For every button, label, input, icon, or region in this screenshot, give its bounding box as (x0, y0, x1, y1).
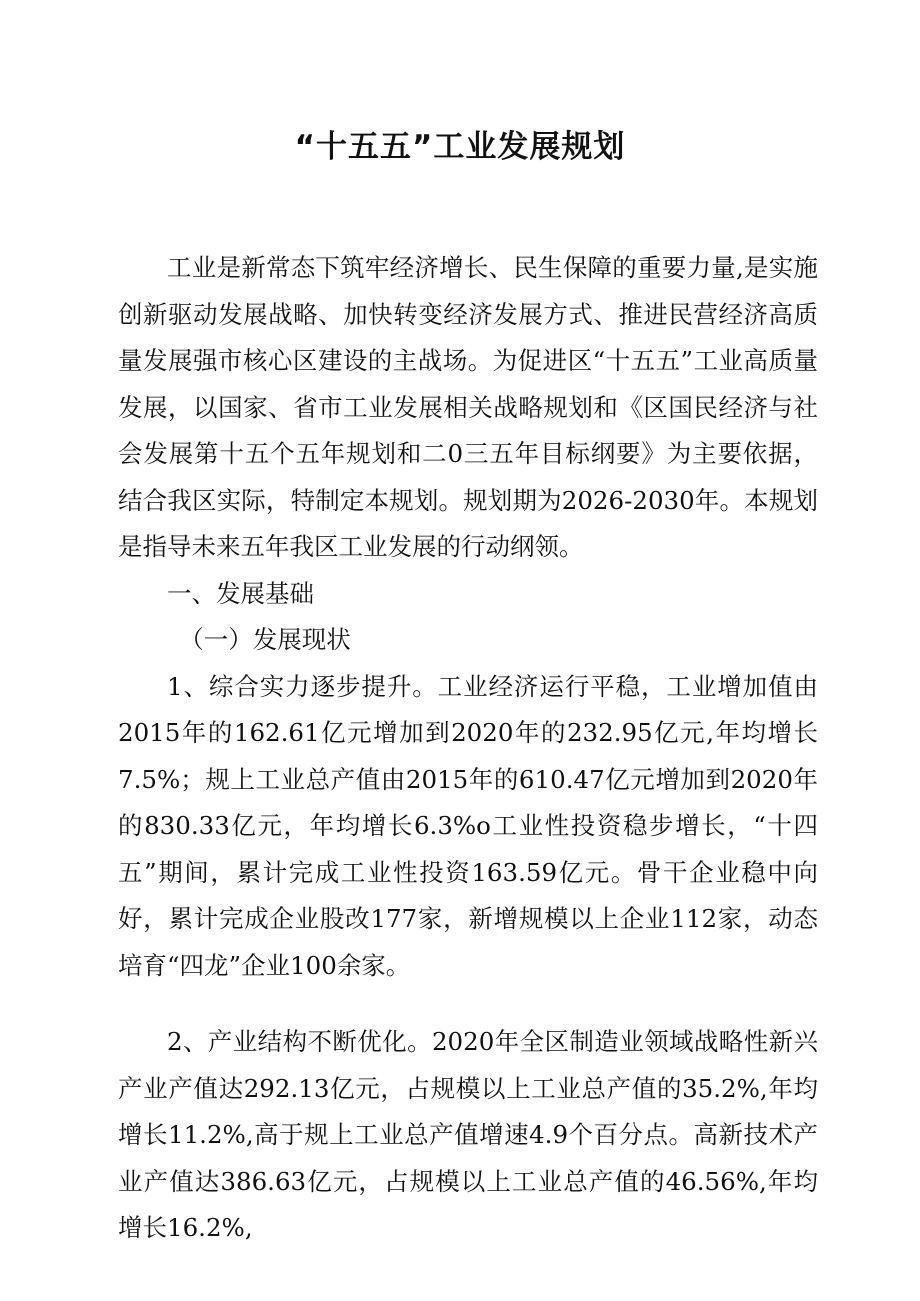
paragraph-spacer (118, 989, 818, 1019)
paragraph-comprehensive-strength: 1、综合实力逐步提升。工业经济运行平稳，工业增加值由2015年的162.61亿元增加到2020年的232.95亿元,年均增长7.5%；规上工业总产值由2015年的610.47亿元增加到2020年的830.33亿元，年均增长6.3%o工业性投资稳步增长，“十四五”期间，累计完成工业性投资163.59亿元。骨干企业稳中向好，累计完成企业股改177家，新增规模以上企业112家，动态培育“四龙”企业100余家。 (118, 671, 818, 980)
subsection-heading-current-status: （一）发展现状 (179, 625, 351, 654)
document-title: “十五五”工业发展规划 (294, 129, 626, 165)
paragraph-industrial-structure: 2、产业结构不断优化。2020年全区制造业领域战略性新兴产业产值达292.13亿元，占规模以上工业总产值的35.2%,年均增长11.2%,高于规上工业总产值增速4.9个百分点。高新技术产业产值达386.63亿元，占规模以上工业总产值的46.56%,年均增长16.2%, (118, 1027, 818, 1242)
intro-paragraph: 工业是新常态下筑牢经济增长、民生保障的重要力量,是实施创新驱动发展战略、加快转变经济发展方式、推进民营经济高质量发展强市核心区建设的主战场。为促进区“十五五”工业高质量发展，以国家、省市工业发展相关战略规划和《区国民经济与社会发展第十五个五年规划和二0三五年目标纲要》为主要依据，结合我区实际，特制定本规划。规划期为2026-2030年。本规划是指导未来五年我区工业发展的行动纲领。 (118, 253, 818, 561)
document-body (118, 245, 818, 1252)
section-heading-development-basis: 一、发展基础 (167, 578, 314, 608)
